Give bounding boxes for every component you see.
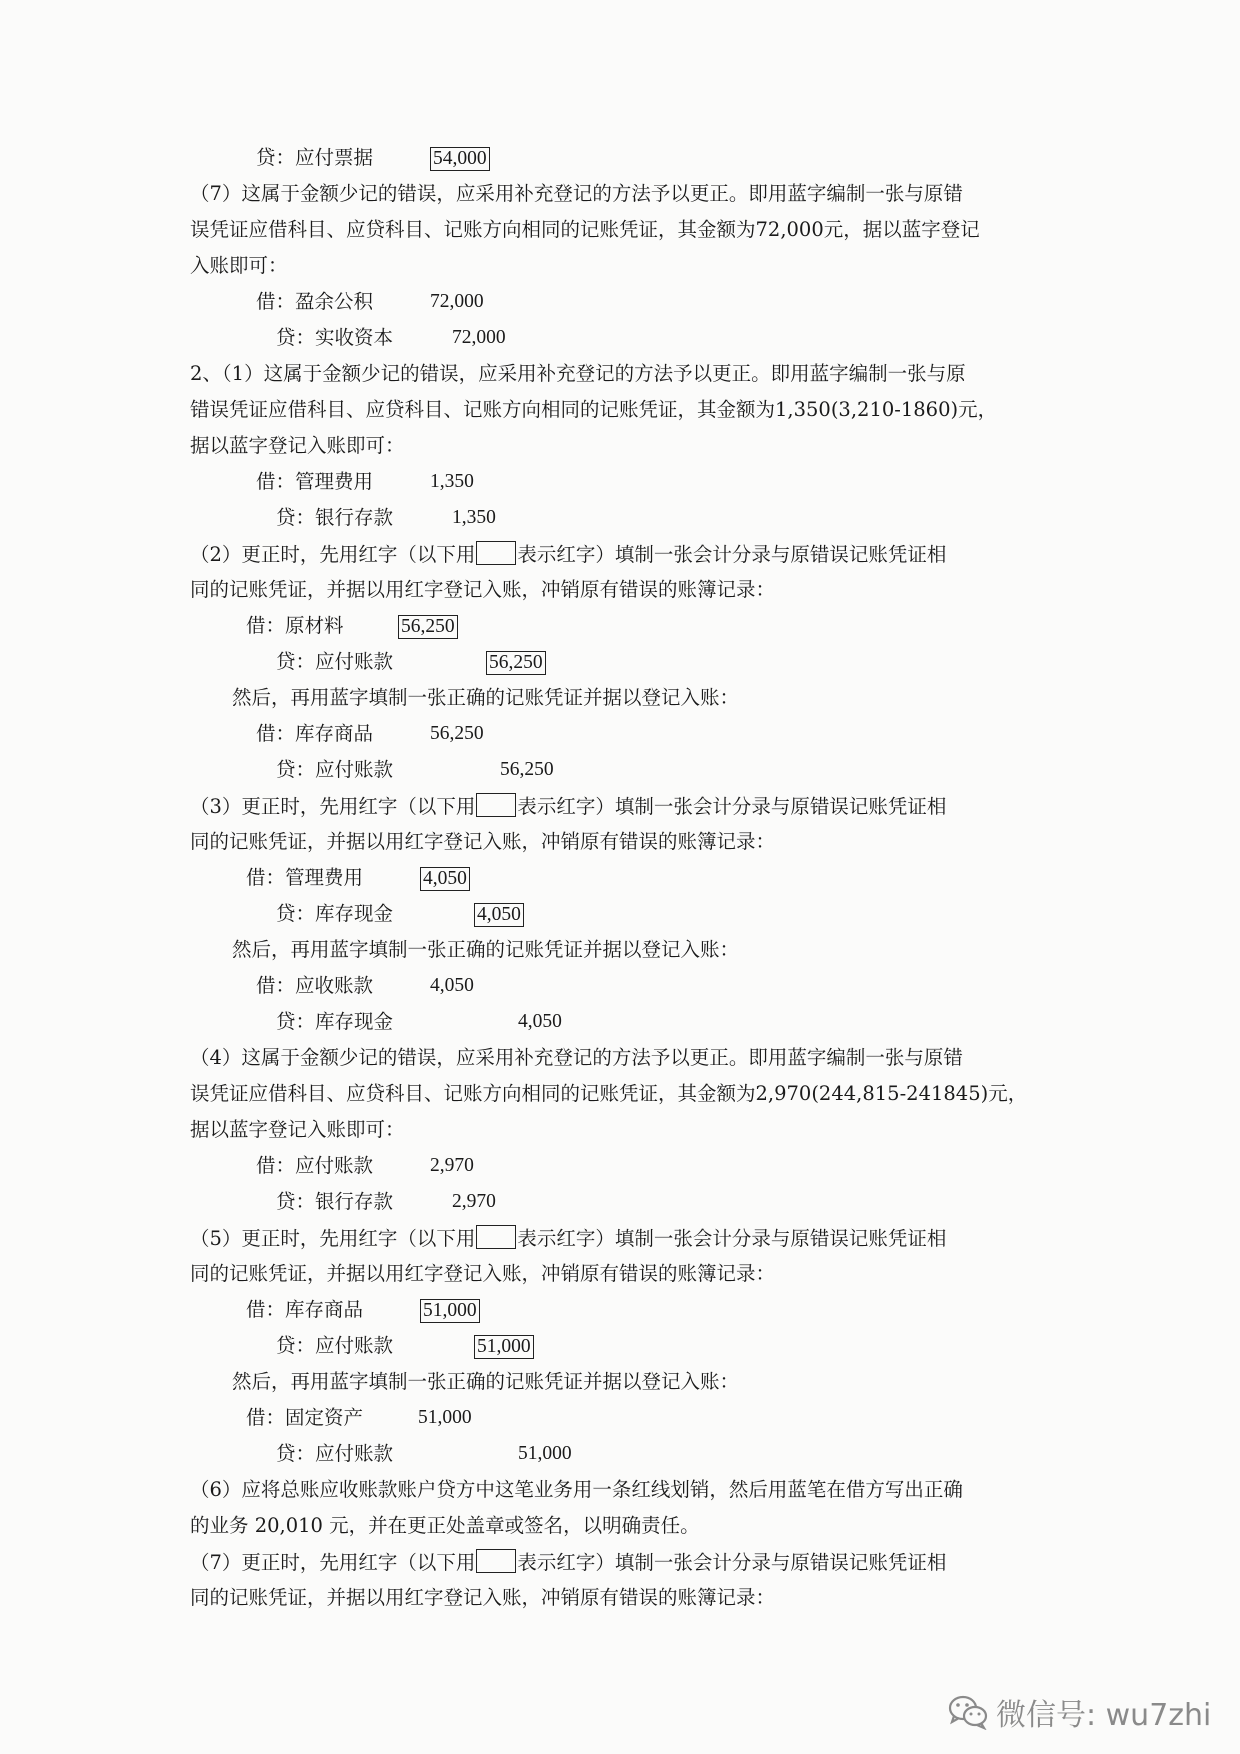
boxed-amount-text: 51,000: [474, 1335, 534, 1359]
text-line: （4）这属于金额少记的错误，应采用补充登记的方法予以更正。即用蓝字编制一张与原错: [190, 1046, 963, 1069]
text-after-box: 表示红字）填制一张会计分录与原错误记账凭证相: [517, 795, 947, 818]
text-line: 2、（1）这属于金额少记的错误，应采用补充登记的方法予以更正。即用蓝字编制一张与原: [190, 362, 966, 385]
text-line: 贷：库存现金: [276, 902, 394, 925]
text-line: 借：应付账款: [256, 1154, 374, 1177]
text-line: 贷：应付账款: [276, 650, 394, 673]
text-line: 借：盈余公积: [256, 290, 374, 313]
boxed-red-amount: [420, 866, 470, 892]
boxed-amount-text: 56,250: [486, 651, 546, 675]
text-line: 误凭证应借科目、应贷科目、记账方向相同的记账凭证，其金额为72,000元，据以蓝字登记: [190, 218, 980, 241]
text-line: 同的记账凭证，并据以用红字登记入账，冲销原有错误的账簿记录：: [190, 578, 776, 601]
red-ink-indicator-box: [476, 541, 516, 565]
text-line: 贷：应付票据: [256, 146, 374, 169]
amount-value: 56,250: [430, 723, 484, 744]
amount-value: 51,000: [418, 1407, 472, 1428]
boxed-red-amount: [420, 1298, 480, 1324]
text-line: 的业务 20,010 元，并在更正处盖章或签名，以明确责任。: [190, 1514, 700, 1537]
text-line: 据以蓝字登记入账即可：: [190, 434, 405, 457]
text-line: 贷：应付账款: [276, 1442, 394, 1465]
text-line: 同的记账凭证，并据以用红字登记入账，冲销原有错误的账簿记录：: [190, 1586, 776, 1609]
text-line: 同的记账凭证，并据以用红字登记入账，冲销原有错误的账簿记录：: [190, 1262, 776, 1285]
amount-value: 56,250: [500, 759, 554, 780]
amount-value: 1,350: [452, 507, 496, 528]
text-line: 据以蓝字登记入账即可：: [190, 1118, 405, 1141]
boxed-amount-text: 51,000: [420, 1299, 480, 1323]
amount-value: 4,050: [430, 975, 474, 996]
text-line: 入账即可：: [190, 254, 288, 277]
text-line: 贷：实收资本: [276, 326, 394, 349]
amount-value: 4,050: [518, 1011, 562, 1032]
boxed-amount-text: 4,050: [420, 867, 470, 891]
text-line: 贷：银行存款: [276, 506, 394, 529]
text-line: 借：应收账款: [256, 974, 374, 997]
amount-value: 2,970: [430, 1155, 474, 1176]
text-line: 借：库存商品: [256, 722, 374, 745]
text-line-with-blank-box: [190, 1225, 946, 1252]
boxed-amount-text: 4,050: [474, 903, 524, 927]
boxed-amount-text: 54,000: [430, 147, 490, 171]
text-line: 同的记账凭证，并据以用红字登记入账，冲销原有错误的账簿记录：: [190, 830, 776, 853]
boxed-red-amount: [430, 146, 490, 172]
text-line: 借：库存商品: [246, 1298, 364, 1321]
amount-value: 72,000: [430, 291, 484, 312]
text-before-box: （5）更正时，先用红字（以下用: [190, 1227, 476, 1250]
boxed-red-amount: [486, 650, 546, 676]
red-ink-indicator-box: [476, 793, 516, 817]
wechat-icon: [948, 1694, 988, 1730]
watermark-text: 微信号: wu7zhi: [996, 1698, 1212, 1733]
text-line: 借：固定资产: [246, 1406, 364, 1429]
text-line: 借：原材料: [246, 614, 344, 637]
boxed-red-amount: [474, 902, 524, 928]
text-line: 贷：库存现金: [276, 1010, 394, 1033]
text-line: 贷：应付账款: [276, 758, 394, 781]
text-line: 贷：银行存款: [276, 1190, 394, 1213]
text-line: 误凭证应借科目、应贷科目、记账方向相同的记账凭证，其金额为2,970(244,815-241845)元，: [190, 1082, 1028, 1105]
text-line: （7）这属于金额少记的错误，应采用补充登记的方法予以更正。即用蓝字编制一张与原错: [190, 182, 963, 205]
red-ink-indicator-box: [476, 1549, 516, 1573]
amount-value: 72,000: [452, 327, 506, 348]
text-line: 借：管理费用: [246, 866, 364, 889]
watermark: [948, 1690, 1211, 1734]
text-line: 借：管理费用: [256, 470, 374, 493]
text-line: 然后，再用蓝字填制一张正确的记账凭证并据以登记入账：: [232, 1370, 740, 1393]
text-before-box: （7）更正时，先用红字（以下用: [190, 1551, 476, 1574]
boxed-red-amount: [398, 614, 458, 640]
text-line-with-blank-box: [190, 1549, 946, 1576]
text-line: 贷：应付账款: [276, 1334, 394, 1357]
text-line-with-blank-box: [190, 793, 946, 820]
text-line: 错误凭证应借科目、应贷科目、记账方向相同的记账凭证，其金额为1,350(3,210-1860)元，: [190, 398, 998, 421]
amount-value: 1,350: [430, 471, 474, 492]
boxed-amount-text: 56,250: [398, 615, 458, 639]
text-line: （6）应将总账应收账款账户贷方中这笔业务用一条红线划销，然后用蓝笔在借方写出正确: [190, 1478, 963, 1501]
red-ink-indicator-box: [476, 1225, 516, 1249]
text-after-box: 表示红字）填制一张会计分录与原错误记账凭证相: [517, 1551, 947, 1574]
text-after-box: 表示红字）填制一张会计分录与原错误记账凭证相: [517, 543, 947, 566]
text-line: 然后，再用蓝字填制一张正确的记账凭证并据以登记入账：: [232, 686, 740, 709]
amount-value: 51,000: [518, 1443, 572, 1464]
amount-value: 2,970: [452, 1191, 496, 1212]
boxed-red-amount: [474, 1334, 534, 1360]
text-after-box: 表示红字）填制一张会计分录与原错误记账凭证相: [517, 1227, 947, 1250]
text-line: 然后，再用蓝字填制一张正确的记账凭证并据以登记入账：: [232, 938, 740, 961]
text-before-box: （2）更正时，先用红字（以下用: [190, 543, 476, 566]
text-line-with-blank-box: [190, 541, 946, 568]
text-before-box: （3）更正时，先用红字（以下用: [190, 795, 476, 818]
